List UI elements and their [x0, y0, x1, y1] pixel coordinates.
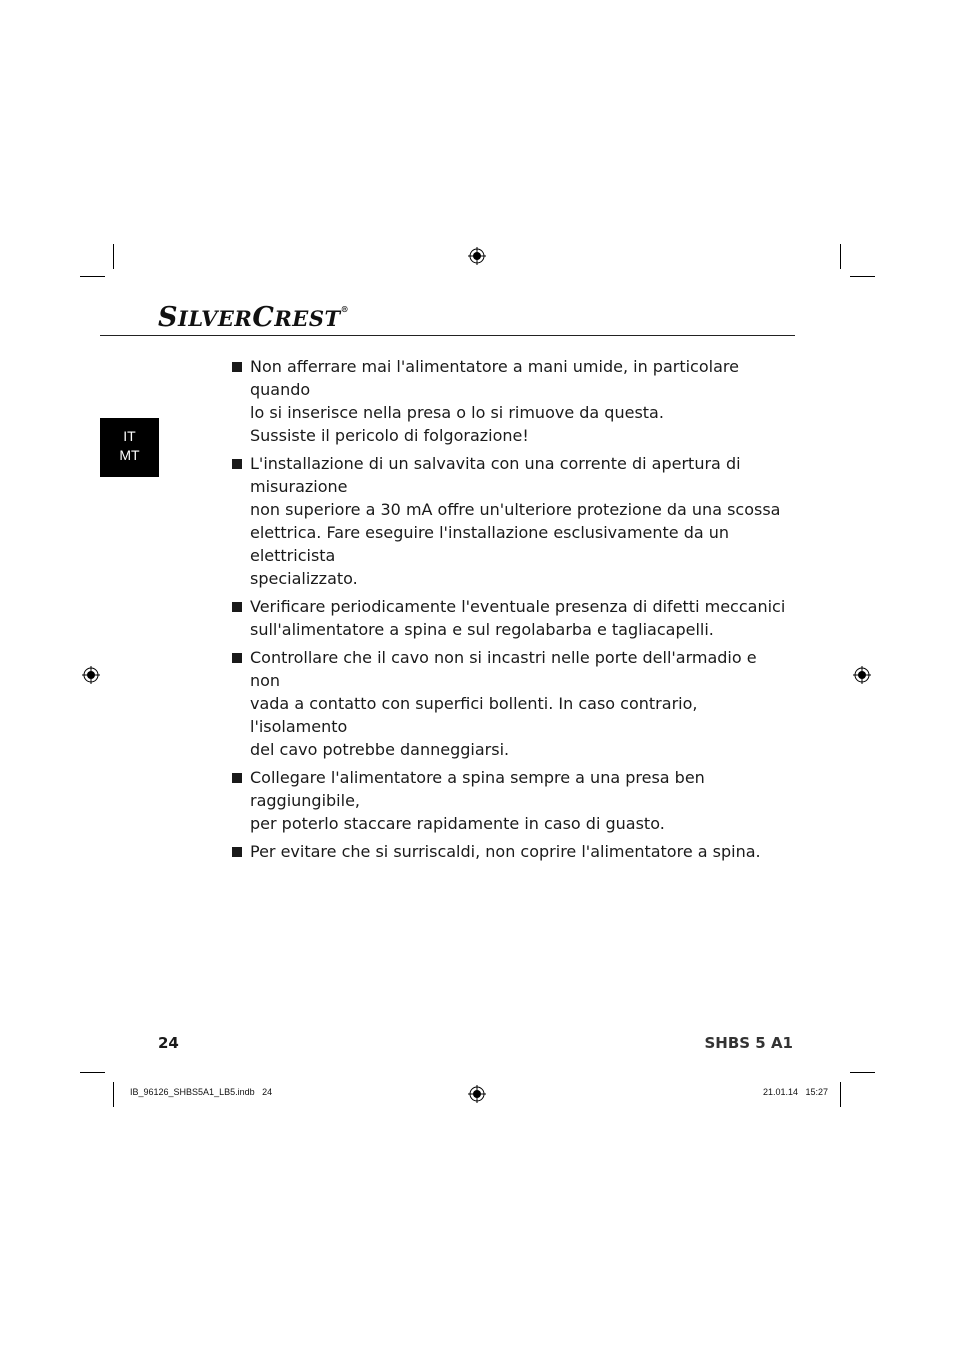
language-tab [100, 418, 159, 477]
registration-mark-icon [853, 666, 871, 684]
model-number: SHBS 5 A1 [704, 1034, 793, 1052]
bullet-square-icon [232, 602, 242, 612]
item-line: sull'alimentatore a spina e sul regolabarba e tagliacapelli. [250, 620, 714, 639]
crop-mark [850, 276, 875, 277]
item-line: lo si inserisce nella presa o lo si rimuove da questa. [250, 403, 664, 422]
bullet-square-icon [232, 362, 242, 372]
bullet-square-icon [232, 653, 242, 663]
list-item [230, 840, 790, 863]
crop-mark [80, 1072, 105, 1073]
registration-mark-icon [468, 1085, 486, 1103]
item-line: per poterlo staccare rapidamente in caso di guasto. [250, 814, 665, 833]
item-line: elettrica. Fare eseguire l'installazione esclusivamente da un elettricista [250, 523, 730, 565]
silvercrest-logo: SILVERCREST® [158, 302, 350, 333]
crop-mark [840, 244, 841, 269]
bullet-square-icon [232, 459, 242, 469]
header-rule [100, 335, 795, 336]
safety-list [230, 355, 790, 868]
item-line: Per evitare che si surriscaldi, non coprire l'alimentatore a spina. [250, 842, 761, 861]
page-number: 24 [158, 1034, 179, 1052]
registration-mark-icon [468, 247, 486, 265]
item-line: L'installazione di un salvavita con una corrente di apertura di misurazione [250, 454, 741, 496]
list-item [230, 595, 790, 641]
print-slug-file: IB_96126_SHBS5A1_LB5.indb 24 [130, 1087, 273, 1097]
bullet-square-icon [232, 847, 242, 857]
crop-mark [80, 276, 105, 277]
registration-mark-icon [82, 666, 100, 684]
item-line: vada a contatto con superfici bollenti. In caso contrario, l'isolamento [250, 694, 698, 736]
language-code-it: IT [123, 428, 136, 444]
item-line: non superiore a 30 mA offre un'ulteriore protezione da una scossa [250, 500, 781, 519]
item-line: Collegare l'alimentatore a spina sempre a una presa ben raggiungibile, [250, 768, 705, 810]
language-code-mt: MT [119, 447, 140, 463]
item-line: Sussiste il pericolo di folgorazione! [250, 426, 529, 445]
item-line: del cavo potrebbe danneggiarsi. [250, 740, 510, 759]
item-line: specializzato. [250, 569, 358, 588]
item-line: Non afferrare mai l'alimentatore a mani umide, in particolare quando [250, 357, 739, 399]
item-line: Controllare che il cavo non si incastri nelle porte dell'armadio e non [250, 648, 757, 690]
list-item [230, 646, 790, 761]
bullet-square-icon [232, 773, 242, 783]
list-item [230, 452, 790, 590]
item-line: Verificare periodicamente l'eventuale presenza di difetti meccanici [250, 597, 786, 616]
list-item [230, 355, 790, 447]
crop-mark [113, 1082, 114, 1107]
crop-mark [850, 1072, 875, 1073]
list-item [230, 766, 790, 835]
print-slug-date: 21.01.14 15:27 [763, 1087, 829, 1097]
crop-mark [840, 1082, 841, 1107]
crop-mark [113, 244, 114, 269]
